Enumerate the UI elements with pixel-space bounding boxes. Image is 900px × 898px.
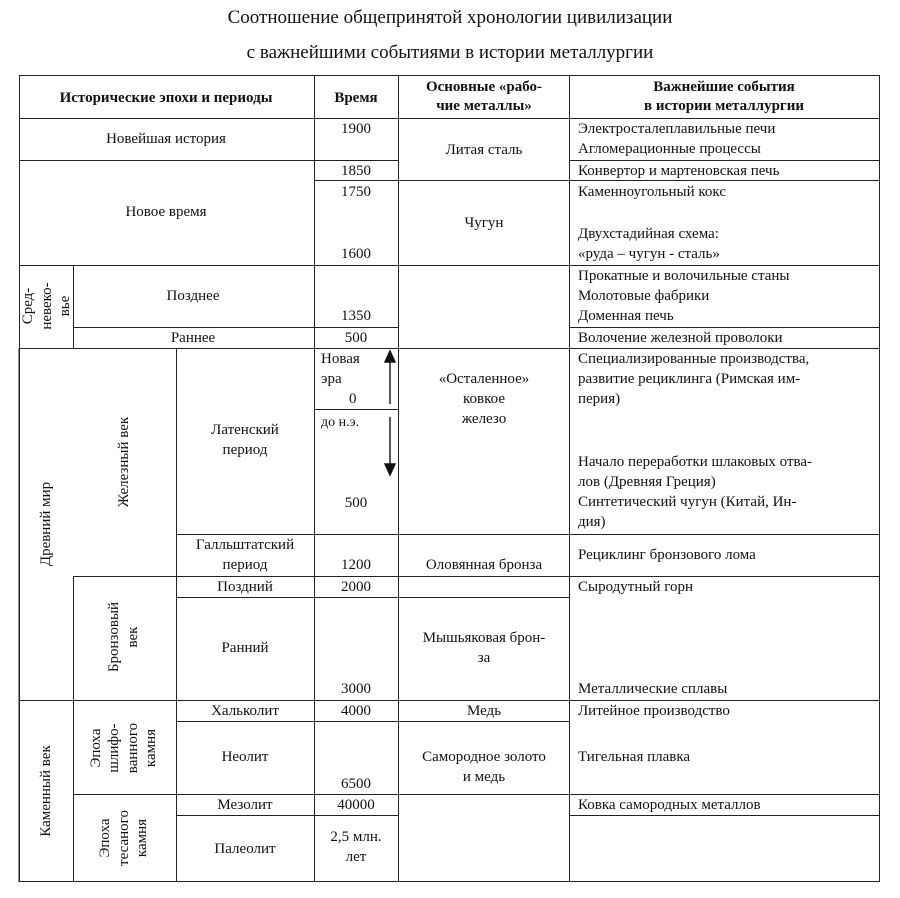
period-hallstatt-1: Галльштатский [195,537,295,553]
metal-copper: Медь [466,703,502,719]
period-late-bronze: Поздний [217,579,273,595]
metal-steeled-3: железо [461,411,507,427]
metal-arsenic-2: за [477,650,491,666]
metal-cast-steel: Литая сталь [445,142,523,158]
time-4000: 4000 [341,703,371,719]
event-20: Металлические сплавы [578,681,728,697]
period-early-middle-ages: Раннее [170,330,216,346]
event-11: Специализированные производства, [578,351,810,367]
epoch-ancient-world: Древний мир [38,481,54,567]
period-paleolithic: Палеолит [214,841,276,857]
metal-native-2: и медь [462,769,506,785]
period-early-bronze: Ранний [221,640,269,656]
metal-steeled-2: ковкое [463,391,505,407]
event-21: Литейное производство [578,703,730,719]
period-hallstatt-2: период [222,557,268,573]
header-metals-1: Основные «рабо- [425,79,543,95]
period-neolithic: Неолит [221,749,269,765]
epoch-polished-stone-4: камня [143,728,159,768]
time-1200: 1200 [341,557,371,573]
period-chalcolithic: Хальколит [211,703,279,719]
title-line-1: Соотношение общепринятой хронологии цивилизации [227,7,673,28]
metal-tin-bronze: Оловянная бронза [425,557,543,573]
event-22: Тигельная плавка [578,749,691,765]
event-19: Сыродутный горн [578,579,694,595]
time-6500: 6500 [341,776,371,792]
time-1900: 1900 [341,121,371,137]
arrow-down-icon [385,464,395,475]
epoch-middle-ages-2: невеко- [39,282,55,330]
time-zero: 0 [349,391,357,407]
epoch-bronze-age-1: Бронзовый [106,601,122,673]
title-line-2: с важнейшими событиями в истории металлургии [246,42,654,63]
epoch-polished-stone-2: шлифо- [106,723,122,773]
epoch-chipped-stone-2: тесаного [116,810,132,866]
event-15: лов (Древняя Греция) [578,474,716,490]
period-modern-history: Новейшая история [106,131,226,147]
metal-steeled-1: «Осталенное» [438,371,530,387]
epoch-chipped-stone-3: камня [134,818,150,858]
period-la-tene-2: период [222,442,268,458]
event-6: «руда – чугун - сталь» [578,246,720,262]
header-periods: Исторические эпохи и периоды [59,90,273,106]
event-16: Синтетический чугун (Китай, Ин- [578,494,797,510]
epoch-iron-age: Железный век [116,416,132,508]
event-14: Начало переработки шлаковых отва- [578,454,813,470]
event-18: Рециклинг бронзового лома [578,547,756,563]
time-500-ad: 500 [344,330,368,346]
period-new-time: Новое время [125,204,207,220]
metal-cast-iron: Чугун [464,215,504,231]
header-events-1: Важнейшие события [653,79,795,95]
time-1850: 1850 [341,163,371,179]
time-500-bc: 500 [344,495,368,511]
time-1750: 1750 [341,184,371,200]
period-la-tene-1: Латенский [211,422,279,438]
event-1: Электросталеплавильные печи [578,121,776,137]
time-mln-2: лет [345,849,367,865]
event-9: Доменная печь [578,308,674,324]
header-time: Время [334,90,378,106]
event-7: Прокатные и волочильные станы [578,268,790,284]
event-10: Волочение железной проволоки [578,330,783,346]
event-23: Ковка самородных металлов [578,797,761,813]
time-mln-1: 2,5 млн. [330,829,382,845]
header-metals-2: чие металлы» [436,98,532,114]
header-events-2: в истории металлургии [643,98,805,114]
epoch-stone-age: Каменный век [38,745,54,837]
event-5: Двухстадийная схема: [578,226,719,242]
event-2: Агломерационные процессы [578,141,761,157]
epoch-middle-ages-1: Сред- [20,287,36,325]
epoch-polished-stone-3: ванного [125,722,141,774]
metal-arsenic-1: Мышьяковая брон- [422,630,546,646]
event-17: дия) [578,514,606,530]
time-new-era-1: Новая [321,351,360,367]
time-new-era-2: эра [321,371,342,387]
event-3: Конвертор и мартеновская печь [578,163,780,179]
event-4: Каменноугольный кокс [578,184,726,200]
event-13: перия) [578,391,621,407]
epoch-chipped-stone-1: Эпоха [97,818,113,858]
period-late-middle-ages: Позднее [166,288,220,304]
time-bc: до н.э. [321,415,360,430]
time-2000: 2000 [341,579,371,595]
epoch-middle-ages-3: вье [57,295,73,317]
time-40000: 40000 [337,797,375,813]
time-3000: 3000 [341,681,371,697]
epoch-polished-stone-1: Эпоха [88,728,104,768]
event-12: развитие рециклинга (Римская им- [578,371,801,387]
time-1350: 1350 [341,308,371,324]
period-mesolithic: Мезолит [217,797,273,813]
time-1600: 1600 [341,246,371,262]
event-8: Молотовые фабрики [578,288,710,304]
epoch-bronze-age-2: век [125,626,141,648]
arrow-up-icon [385,351,395,362]
metal-native-1: Самородное золото [422,749,546,765]
